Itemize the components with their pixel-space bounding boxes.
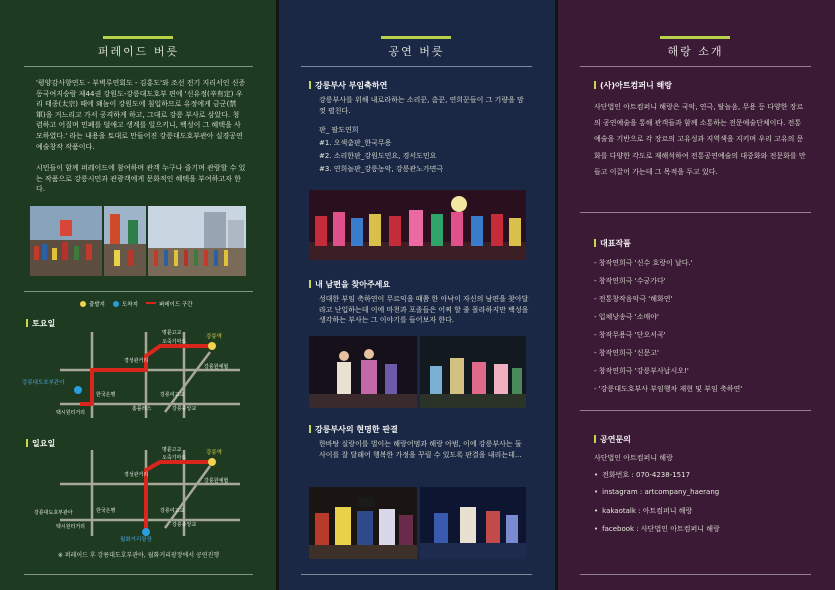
panel-parade bbox=[0, 0, 277, 590]
works-list bbox=[594, 258, 809, 402]
svg-text:택시원터거리: 택시원터거리 bbox=[56, 524, 85, 530]
list-item: #2. 소리한판_강원도민요, 경서도민요 bbox=[319, 152, 437, 160]
end-marker-icon bbox=[74, 386, 82, 394]
panel-haerang-intro bbox=[556, 0, 835, 590]
svg-text:강릉여고교: 강릉여고교 bbox=[160, 508, 185, 514]
title-accent-bar bbox=[381, 36, 451, 39]
contact-list bbox=[594, 470, 809, 542]
legend-route: 퍼레이드 구간 bbox=[146, 300, 193, 308]
list-item: - 창작연희극 '신문고' bbox=[594, 349, 659, 357]
svg-text:홈플러스: 홈플러스 bbox=[132, 406, 152, 412]
contact-kakaotalk: • kakaotalk : 아트컴퍼니 해랑 bbox=[594, 506, 809, 524]
section-body: 강릉부사를 위해 내로라하는 소리꾼, 춤꾼, 연희꾼들이 그 기량을 맘껏 펼친다. bbox=[319, 96, 524, 115]
section-body: 한바탕 실랑이를 벌이는 해랑어멈과 해랑 아범, 이에 강릉부사는 둘 사이를 잘 달래어 행복한 가정을 꾸릴 수 있도록 판결을 내리는데... bbox=[319, 440, 522, 459]
panel-title: 퍼레이드 버릇 bbox=[97, 45, 180, 58]
svg-text:강릉원예협: 강릉원예협 bbox=[204, 478, 229, 484]
separator bbox=[301, 574, 532, 575]
parade-photo-1 bbox=[30, 206, 102, 276]
svg-text:강릉대도호부관아: 강릉대도호부관아 bbox=[22, 380, 65, 386]
list-item: #3. 연희놀판_강릉농악, 강릉관노가면극 bbox=[319, 165, 444, 173]
section-heading: (사)아트컴퍼니 해랑 bbox=[594, 80, 672, 91]
legend-end: 도착지 bbox=[113, 300, 138, 308]
separator bbox=[580, 574, 811, 575]
list-item: - 입체낭송극 '소매야' bbox=[594, 313, 659, 321]
svg-text:명륜고교: 명륜고교 bbox=[162, 330, 182, 336]
performance-photo-1 bbox=[309, 190, 526, 260]
svg-text:한국은행: 한국은행 bbox=[96, 392, 116, 398]
svg-text:강릉여고교: 강릉여고교 bbox=[160, 392, 185, 398]
sunday-heading: 일요일 bbox=[26, 438, 55, 449]
performance-photo-4 bbox=[309, 487, 417, 559]
program-list bbox=[319, 124, 529, 176]
separator bbox=[24, 574, 253, 575]
end-marker-icon bbox=[142, 528, 150, 536]
separator bbox=[580, 212, 811, 213]
contact-organization: 사단법인 아트컴퍼니 해랑 bbox=[594, 454, 673, 462]
svg-text:강릉원예협: 강릉원예협 bbox=[204, 364, 229, 370]
performance-photo-5 bbox=[420, 487, 526, 559]
svg-text:오죽기마트: 오죽기마트 bbox=[162, 339, 187, 345]
parade-description: '평양감사향연도 - 부벽루연회도 - 김홍도'와 조선 전기 지리서인 신증동국여지승람 제44권 강원도-강릉대도호부 편에 '신유정(辛有定) 우리 태종(太宗) 때에 왜놈이 강원도에 침입하므로 유정에게 금군(禁軍)을 거느리고 가서 공격하게 하고, 그대로 강릉 부사로 삼았다. 청렴하고 어질며 민폐를 덜애고 생계를 일으키니, 백성이 그 혜택을 사모하였다.' 라는 내용을 토대로 만들어진 강릉대도호부관아 실경공연예술창작 작품이다. bbox=[36, 79, 246, 151]
title-accent-bar bbox=[103, 36, 173, 39]
performance-photo-2 bbox=[309, 336, 417, 408]
section-heading: 강릉부사 부임축하연 bbox=[309, 80, 387, 91]
separator bbox=[24, 66, 253, 67]
parade-photo-2 bbox=[104, 206, 146, 276]
contact-facebook: • facebook : 사단법인 아트컴퍼니 해랑 bbox=[594, 524, 809, 542]
svg-text:강릉역: 강릉역 bbox=[206, 450, 222, 456]
separator bbox=[580, 410, 811, 411]
parade-photo-3 bbox=[148, 206, 246, 276]
end-marker-icon bbox=[113, 301, 119, 307]
list-item: - 창작연희극 '신수 호랑이 날다.' bbox=[594, 259, 693, 267]
svg-text:강릉중앙교: 강릉중앙교 bbox=[172, 522, 197, 528]
panel-divider bbox=[555, 0, 558, 590]
svg-text:한국은행: 한국은행 bbox=[96, 508, 116, 514]
list-item: - 창작무용극 '단오서곡' bbox=[594, 331, 666, 339]
svg-text:오죽기마트: 오죽기마트 bbox=[162, 455, 187, 461]
svg-text:경성관거리: 경성관거리 bbox=[124, 358, 149, 364]
list-item: 판_ 팔도연희 bbox=[319, 126, 359, 134]
sunday-route-map bbox=[20, 440, 250, 544]
map-legend bbox=[80, 300, 193, 308]
section-heading: 강릉부사의 현명한 판결 bbox=[309, 424, 398, 435]
separator bbox=[24, 291, 253, 292]
saturday-route-map bbox=[20, 322, 250, 422]
svg-text:경성관거리: 경성관거리 bbox=[124, 472, 149, 478]
list-item: - 창작연희극 '수궁가다' bbox=[594, 277, 666, 285]
list-item: - 창작연희극 '강릉부사납시오!' bbox=[594, 367, 689, 375]
start-marker-icon bbox=[208, 458, 216, 466]
organization-description: 사단법인 아트컴퍼니 해랑은 국악, 연극, 탈놀음, 무용 등 다양한 장르의 공연예술을 통해 관객들과 함께 소통하는 전문예술단체이다. 전통예술을 기반으로 각 장르의 고유성과 지역색을 지키며 우리 고유의 문화를 다양한 각도로 재해석하여 전통공연예술의 대중화와 전문화를 만들고 이끌어 가는데 그 목적을 두고 있다. bbox=[594, 103, 806, 176]
saturday-heading: 토요일 bbox=[26, 318, 55, 329]
svg-text:월화거리광장: 월화거리광장 bbox=[120, 537, 152, 543]
start-marker-icon bbox=[80, 301, 86, 307]
panel-title: 해랑 소개 bbox=[667, 45, 724, 58]
list-item: - 전통창작음악극 '해화연' bbox=[594, 295, 673, 303]
svg-text:택시원터거리: 택시원터거리 bbox=[56, 410, 85, 416]
svg-text:강릉중앙교: 강릉중앙교 bbox=[172, 406, 197, 412]
contact-phone: • 전화번호 : 070-4238-1517 bbox=[594, 470, 809, 488]
panel-title: 공연 버릇 bbox=[388, 45, 445, 58]
section-heading: 대표작품 bbox=[594, 238, 631, 249]
separator bbox=[301, 66, 532, 67]
panel-divider bbox=[276, 0, 279, 590]
section-body: 성대한 부임 축하연이 무르익을 때쯤 한 아낙이 자신의 남편을 찾아달라고 난입하는데 이에 마천과 포졸들은 어찌 할 줄 몰라하지만 백성을 생각하는 부사는 그 이야기를 들어보자 한다. bbox=[319, 295, 529, 325]
list-item: #1. 오색춤판_한국무용 bbox=[319, 139, 392, 147]
svg-text:강릉대도호부관아: 강릉대도호부관아 bbox=[34, 510, 73, 516]
legend-start: 출발지 bbox=[80, 300, 105, 308]
contact-instagram: • instagram : artcompany_haerang bbox=[594, 488, 809, 506]
parade-description-2: 시민들이 함께 퍼레이드에 참여하며 관객 누구나 즐기며 관람할 수 있는 작품으로 강릉시민과 관광객에게 문화적인 혜택을 부여하고자 한다. bbox=[36, 164, 246, 194]
performance-photo-3 bbox=[420, 336, 526, 408]
start-marker-icon bbox=[208, 342, 216, 350]
section-heading: 내 남편을 찾아주세요 bbox=[309, 279, 390, 290]
title-accent-bar bbox=[660, 36, 730, 39]
panel-performance bbox=[277, 0, 556, 590]
section-heading: 공연문의 bbox=[594, 434, 631, 445]
list-item: - '강릉대도호부사 부임행차 재현 및 부임 축하연' bbox=[594, 385, 743, 393]
svg-text:강릉역: 강릉역 bbox=[206, 334, 222, 340]
separator bbox=[580, 66, 811, 67]
svg-text:명륜고교: 명륜고교 bbox=[162, 447, 182, 453]
parade-footnote: ※ 퍼레이드 후 강릉대도호부관아, 월화거리광장에서 공연진행 bbox=[57, 552, 220, 559]
route-line-icon bbox=[146, 302, 156, 304]
